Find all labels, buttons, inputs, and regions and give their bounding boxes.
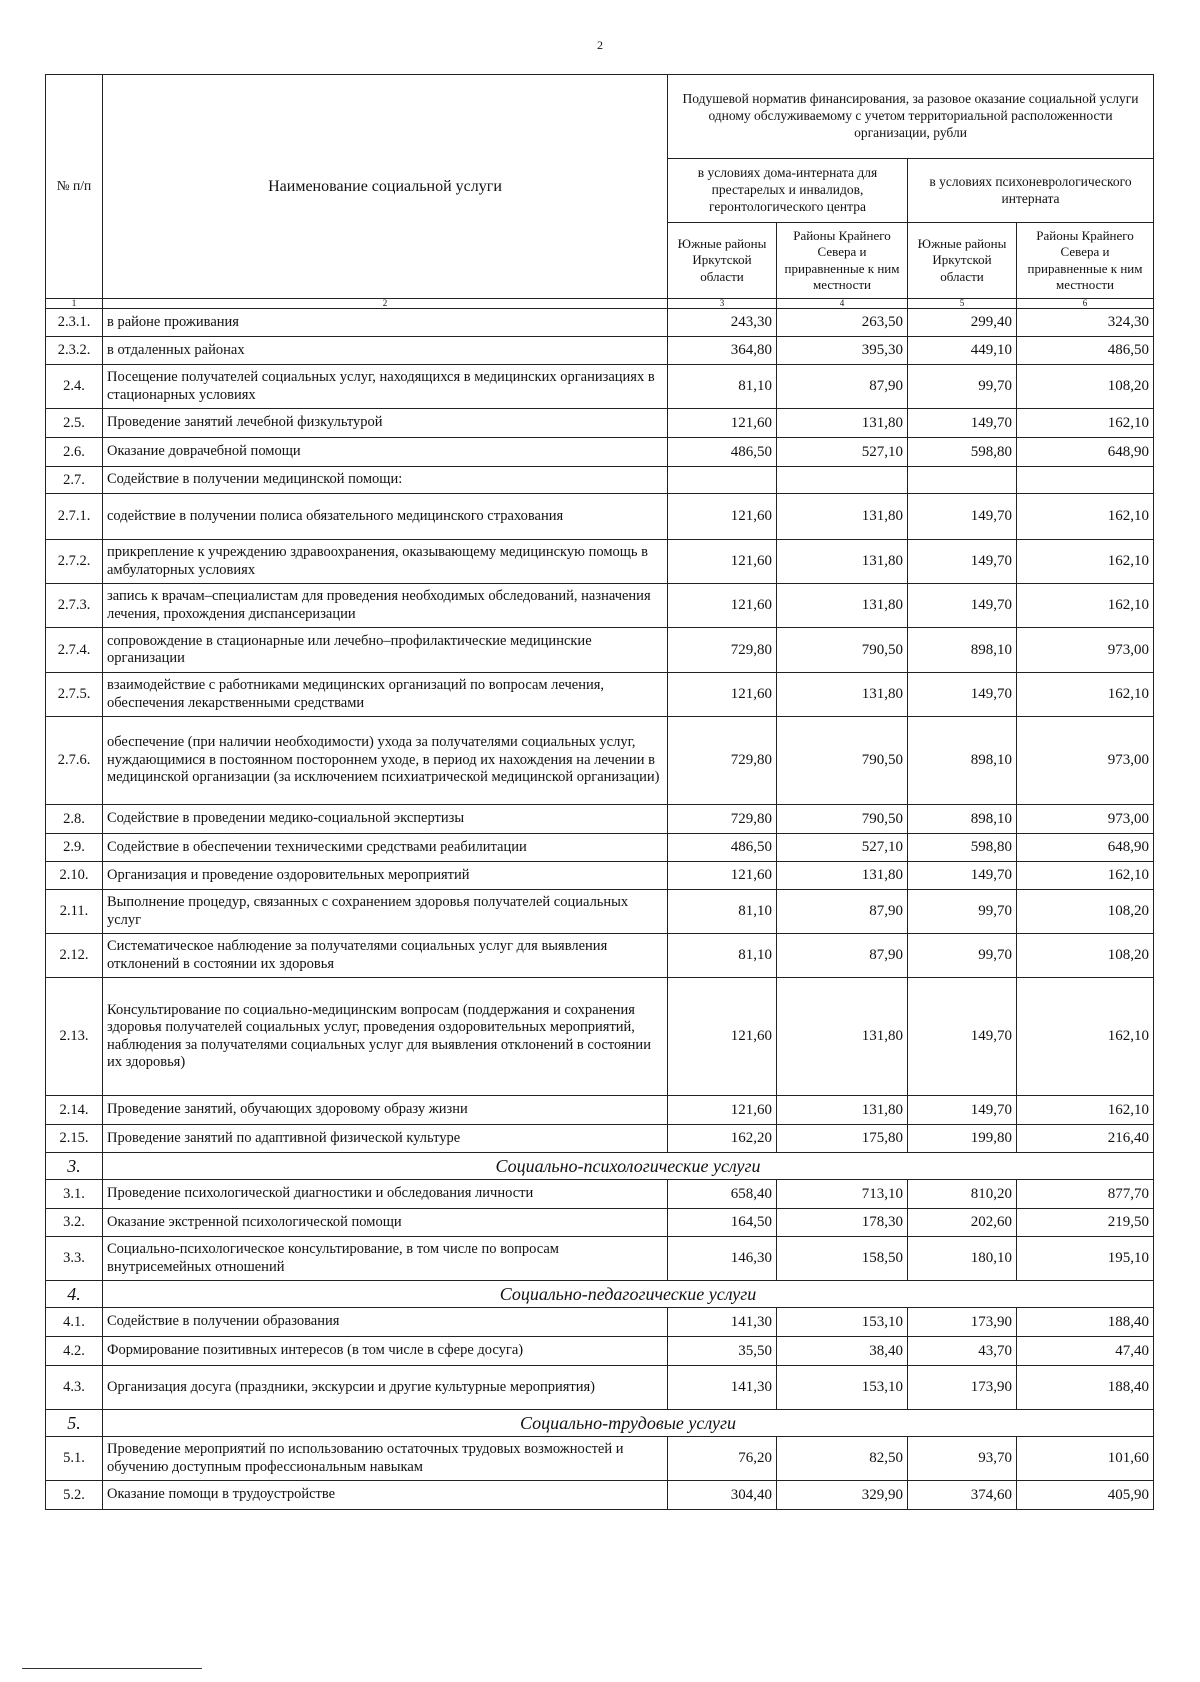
price-cell: 180,10 <box>908 1237 1017 1281</box>
price-cell: 162,10 <box>1017 1096 1154 1125</box>
column-number: 3 <box>668 299 777 309</box>
service-name: Организация и проведение оздоровительных мероприятий <box>103 862 668 890</box>
price-cell: 121,60 <box>668 494 777 540</box>
service-name: Содействие в проведении медико-социальной экспертизы <box>103 805 668 834</box>
row-number: 2.7.2. <box>46 540 103 584</box>
price-cell: 527,10 <box>777 438 908 467</box>
row-number: 2.6. <box>46 438 103 467</box>
price-cell: 108,20 <box>1017 365 1154 409</box>
service-name: Содействие в получении медицинской помощи: <box>103 467 668 494</box>
row-number: 2.13. <box>46 978 103 1096</box>
price-cell <box>777 467 908 494</box>
price-cell: 146,30 <box>668 1237 777 1281</box>
header-south-a: Южные районы Иркутской области <box>668 223 777 299</box>
row-number: 4.1. <box>46 1308 103 1337</box>
header-group-home: в условиях дома-интерната для престарелых и инвалидов, геронтологического центра <box>668 159 908 223</box>
service-name: взаимодействие с работниками медицинских организаций по вопросам лечения, обеспечения лекарственными средствами <box>103 673 668 717</box>
section-title: Социально-трудовые услуги <box>103 1410 1154 1437</box>
header-norm-title: Подушевой норматив финансирования, за разовое оказание социальной услуги одному обслуживаемому с учетом территориальной расположенности организации, рубли <box>668 75 1154 159</box>
price-cell: 729,80 <box>668 717 777 805</box>
row-number: 5.2. <box>46 1481 103 1510</box>
price-cell: 121,60 <box>668 1096 777 1125</box>
price-cell: 162,10 <box>1017 409 1154 438</box>
service-name: Оказание доврачебной помощи <box>103 438 668 467</box>
section-number: 3. <box>46 1153 103 1180</box>
price-cell: 790,50 <box>777 717 908 805</box>
table-row <box>46 1209 1154 1237</box>
price-cell: 153,10 <box>777 1308 908 1337</box>
price-cell <box>908 467 1017 494</box>
price-cell: 121,60 <box>668 584 777 628</box>
table-row <box>46 494 1154 540</box>
column-number: 5 <box>908 299 1017 309</box>
row-number: 2.5. <box>46 409 103 438</box>
price-cell: 158,50 <box>777 1237 908 1281</box>
price-cell: 149,70 <box>908 584 1017 628</box>
price-cell: 121,60 <box>668 673 777 717</box>
row-number: 2.7.5. <box>46 673 103 717</box>
price-cell: 131,80 <box>777 494 908 540</box>
price-cell: 99,70 <box>908 890 1017 934</box>
table-row <box>46 1366 1154 1410</box>
price-cell: 324,30 <box>1017 309 1154 337</box>
row-number: 2.7. <box>46 467 103 494</box>
price-cell: 131,80 <box>777 1096 908 1125</box>
price-cell: 527,10 <box>777 834 908 862</box>
table-row <box>46 337 1154 365</box>
table-row <box>46 717 1154 805</box>
page-number: 2 <box>597 38 603 52</box>
price-cell: 486,50 <box>1017 337 1154 365</box>
table-row <box>46 1096 1154 1125</box>
price-cell: 810,20 <box>908 1180 1017 1209</box>
price-cell: 87,90 <box>777 934 908 978</box>
price-cell: 658,40 <box>668 1180 777 1209</box>
row-number: 2.7.6. <box>46 717 103 805</box>
price-cell: 162,10 <box>1017 673 1154 717</box>
price-cell: 729,80 <box>668 805 777 834</box>
price-cell: 973,00 <box>1017 805 1154 834</box>
table-row <box>46 890 1154 934</box>
price-cell: 199,80 <box>908 1125 1017 1153</box>
price-cell: 648,90 <box>1017 834 1154 862</box>
service-name: Выполнение процедур, связанных с сохранением здоровья получателей социальных услуг <box>103 890 668 934</box>
service-name: Организация досуга (праздники, экскурсии и другие культурные мероприятия) <box>103 1366 668 1410</box>
price-cell: 121,60 <box>668 409 777 438</box>
table-row <box>46 978 1154 1096</box>
price-cell: 35,50 <box>668 1337 777 1366</box>
price-cell: 149,70 <box>908 409 1017 438</box>
column-number: 1 <box>46 299 103 309</box>
service-name: Систематическое наблюдение за получателями социальных услуг для выявления отклонений в состоянии их здоровья <box>103 934 668 978</box>
price-cell: 131,80 <box>777 673 908 717</box>
price-cell: 149,70 <box>908 673 1017 717</box>
row-number: 2.7.3. <box>46 584 103 628</box>
service-name: запись к врачам–специалистам для проведения необходимых обследований, назначения лечения, прохождения диспансеризации <box>103 584 668 628</box>
column-number: 2 <box>103 299 668 309</box>
price-cell: 299,40 <box>908 309 1017 337</box>
price-cell: 141,30 <box>668 1308 777 1337</box>
table-row <box>46 862 1154 890</box>
price-cell: 141,30 <box>668 1366 777 1410</box>
table-row <box>46 409 1154 438</box>
price-cell: 449,10 <box>908 337 1017 365</box>
table-row <box>46 1125 1154 1153</box>
row-number: 2.4. <box>46 365 103 409</box>
section-row <box>46 1410 1154 1437</box>
table-row <box>46 365 1154 409</box>
row-number: 2.15. <box>46 1125 103 1153</box>
price-cell: 164,50 <box>668 1209 777 1237</box>
price-cell: 263,50 <box>777 309 908 337</box>
table-row <box>46 467 1154 494</box>
service-name: Проведение психологической диагностики и обследования личности <box>103 1180 668 1209</box>
service-name: Социально-психологическое консультирование, в том числе по вопросам внутрисемейных отношений <box>103 1237 668 1281</box>
price-cell: 131,80 <box>777 862 908 890</box>
section-row <box>46 1281 1154 1308</box>
price-cell: 486,50 <box>668 438 777 467</box>
footer-divider <box>22 1668 202 1669</box>
price-cell: 405,90 <box>1017 1481 1154 1510</box>
price-cell: 598,80 <box>908 438 1017 467</box>
price-cell <box>668 467 777 494</box>
service-name: Содействие в обеспечении техническими средствами реабилитации <box>103 834 668 862</box>
row-number: 2.3.2. <box>46 337 103 365</box>
header-name: Наименование социальной услуги <box>103 75 668 299</box>
price-cell <box>1017 467 1154 494</box>
row-number: 3.1. <box>46 1180 103 1209</box>
price-cell: 713,10 <box>777 1180 908 1209</box>
price-cell: 729,80 <box>668 628 777 673</box>
price-cell: 162,10 <box>1017 540 1154 584</box>
section-title: Социально-педагогические услуги <box>103 1281 1154 1308</box>
price-cell: 162,10 <box>1017 978 1154 1096</box>
price-cell: 81,10 <box>668 890 777 934</box>
row-number: 5.1. <box>46 1437 103 1481</box>
price-cell: 898,10 <box>908 805 1017 834</box>
price-cell: 178,30 <box>777 1209 908 1237</box>
price-cell: 47,40 <box>1017 1337 1154 1366</box>
service-name: в отдаленных районах <box>103 337 668 365</box>
price-cell: 38,40 <box>777 1337 908 1366</box>
service-name: сопровождение в стационарные или лечебно–профилактические медицинские организации <box>103 628 668 673</box>
price-cell: 202,60 <box>908 1209 1017 1237</box>
row-number: 4.2. <box>46 1337 103 1366</box>
service-name: Содействие в получении образования <box>103 1308 668 1337</box>
row-number: 2.11. <box>46 890 103 934</box>
row-number: 2.7.4. <box>46 628 103 673</box>
service-name: в районе проживания <box>103 309 668 337</box>
price-cell: 364,80 <box>668 337 777 365</box>
service-name: содействие в получении полиса обязательного медицинского страхования <box>103 494 668 540</box>
table-row <box>46 309 1154 337</box>
table-row <box>46 834 1154 862</box>
row-number: 2.9. <box>46 834 103 862</box>
row-number: 2.7.1. <box>46 494 103 540</box>
column-number: 6 <box>1017 299 1154 309</box>
price-cell: 395,30 <box>777 337 908 365</box>
section-row <box>46 1153 1154 1180</box>
price-cell: 790,50 <box>777 628 908 673</box>
price-cell: 87,90 <box>777 890 908 934</box>
price-cell: 93,70 <box>908 1437 1017 1481</box>
price-cell: 108,20 <box>1017 890 1154 934</box>
price-cell: 195,10 <box>1017 1237 1154 1281</box>
table-body <box>46 309 1154 1510</box>
table-row <box>46 540 1154 584</box>
table-row <box>46 1337 1154 1366</box>
price-cell: 149,70 <box>908 494 1017 540</box>
row-number: 2.10. <box>46 862 103 890</box>
table-row <box>46 1180 1154 1209</box>
price-cell: 188,40 <box>1017 1366 1154 1410</box>
price-cell: 790,50 <box>777 805 908 834</box>
header-north-a: Районы Крайнего Севера и приравненные к ним местности <box>777 223 908 299</box>
price-cell: 973,00 <box>1017 717 1154 805</box>
table-row <box>46 1308 1154 1337</box>
price-cell: 149,70 <box>908 1096 1017 1125</box>
price-cell: 121,60 <box>668 978 777 1096</box>
table-row <box>46 673 1154 717</box>
price-cell: 188,40 <box>1017 1308 1154 1337</box>
header-num: № п/п <box>46 75 103 299</box>
price-cell: 162,10 <box>1017 862 1154 890</box>
price-cell: 175,80 <box>777 1125 908 1153</box>
price-cell: 898,10 <box>908 717 1017 805</box>
price-cell: 131,80 <box>777 540 908 584</box>
price-cell: 486,50 <box>668 834 777 862</box>
row-number: 4.3. <box>46 1366 103 1410</box>
price-cell: 43,70 <box>908 1337 1017 1366</box>
price-cell: 149,70 <box>908 540 1017 584</box>
service-name: Консультирование по социально-медицинским вопросам (поддержания и сохранения здоровья получателей социальных услуг, проведения оздоровительных мероприятий, наблюдения за получателями социальных услуг для выявления отклонений в состоянии их здоровья) <box>103 978 668 1096</box>
tariff-table <box>45 74 1154 1510</box>
section-number: 4. <box>46 1281 103 1308</box>
price-cell: 243,30 <box>668 309 777 337</box>
price-cell: 153,10 <box>777 1366 908 1410</box>
service-name: Проведение занятий по адаптивной физической культуре <box>103 1125 668 1153</box>
header-south-b: Южные районы Иркутской области <box>908 223 1017 299</box>
table-row <box>46 438 1154 467</box>
price-cell: 162,10 <box>1017 494 1154 540</box>
price-cell: 149,70 <box>908 862 1017 890</box>
service-name: Оказание экстренной психологической помощи <box>103 1209 668 1237</box>
price-cell: 101,60 <box>1017 1437 1154 1481</box>
table-row <box>46 1481 1154 1510</box>
price-cell: 99,70 <box>908 365 1017 409</box>
price-cell: 162,10 <box>1017 584 1154 628</box>
price-cell: 304,40 <box>668 1481 777 1510</box>
price-cell: 81,10 <box>668 934 777 978</box>
row-number: 2.12. <box>46 934 103 978</box>
price-cell: 131,80 <box>777 584 908 628</box>
price-cell: 81,10 <box>668 365 777 409</box>
price-cell: 173,90 <box>908 1308 1017 1337</box>
price-cell: 149,70 <box>908 978 1017 1096</box>
row-number: 2.8. <box>46 805 103 834</box>
price-cell: 173,90 <box>908 1366 1017 1410</box>
price-cell: 898,10 <box>908 628 1017 673</box>
row-number: 3.3. <box>46 1237 103 1281</box>
price-cell: 216,40 <box>1017 1125 1154 1153</box>
price-cell: 87,90 <box>777 365 908 409</box>
price-cell: 131,80 <box>777 978 908 1096</box>
price-cell: 121,60 <box>668 540 777 584</box>
table-row <box>46 1237 1154 1281</box>
row-number: 2.3.1. <box>46 309 103 337</box>
column-number: 4 <box>777 299 908 309</box>
section-number: 5. <box>46 1410 103 1437</box>
service-name: Оказание помощи в трудоустройстве <box>103 1481 668 1510</box>
price-cell: 76,20 <box>668 1437 777 1481</box>
row-number: 2.14. <box>46 1096 103 1125</box>
price-cell: 99,70 <box>908 934 1017 978</box>
price-cell: 219,50 <box>1017 1209 1154 1237</box>
table-row <box>46 934 1154 978</box>
service-name: Формирование позитивных интересов (в том числе в сфере досуга) <box>103 1337 668 1366</box>
service-name: Посещение получателей социальных услуг, находящихся в медицинских организациях в стационарных условиях <box>103 365 668 409</box>
price-cell: 329,90 <box>777 1481 908 1510</box>
header-north-b: Районы Крайнего Севера и приравненные к ним местности <box>1017 223 1154 299</box>
row-number: 3.2. <box>46 1209 103 1237</box>
table-row <box>46 628 1154 673</box>
price-cell: 374,60 <box>908 1481 1017 1510</box>
price-cell: 598,80 <box>908 834 1017 862</box>
service-name: Проведение мероприятий по использованию остаточных трудовых возможностей и обучению доступным профессиональным навыкам <box>103 1437 668 1481</box>
table-row <box>46 584 1154 628</box>
service-name: Проведение занятий, обучающих здоровому образу жизни <box>103 1096 668 1125</box>
header-group-psycho: в условиях психоневрологического интерната <box>908 159 1154 223</box>
price-cell: 877,70 <box>1017 1180 1154 1209</box>
table-row <box>46 805 1154 834</box>
service-name: Проведение занятий лечебной физкультурой <box>103 409 668 438</box>
table-row <box>46 1437 1154 1481</box>
service-name: обеспечение (при наличии необходимости) ухода за получателями социальных услуг, нуждающимися в постоянном постороннем уходе, в период их нахождения на лечении в медицинской организации (за исключением психиатрической медицинской организации) <box>103 717 668 805</box>
price-cell: 648,90 <box>1017 438 1154 467</box>
price-cell: 973,00 <box>1017 628 1154 673</box>
price-cell: 121,60 <box>668 862 777 890</box>
price-cell: 162,20 <box>668 1125 777 1153</box>
price-cell: 131,80 <box>777 409 908 438</box>
section-title: Социально-психологические услуги <box>103 1153 1154 1180</box>
service-name: прикрепление к учреждению здравоохранения, оказывающему медицинскую помощь в амбулаторных условиях <box>103 540 668 584</box>
price-cell: 108,20 <box>1017 934 1154 978</box>
price-cell: 82,50 <box>777 1437 908 1481</box>
